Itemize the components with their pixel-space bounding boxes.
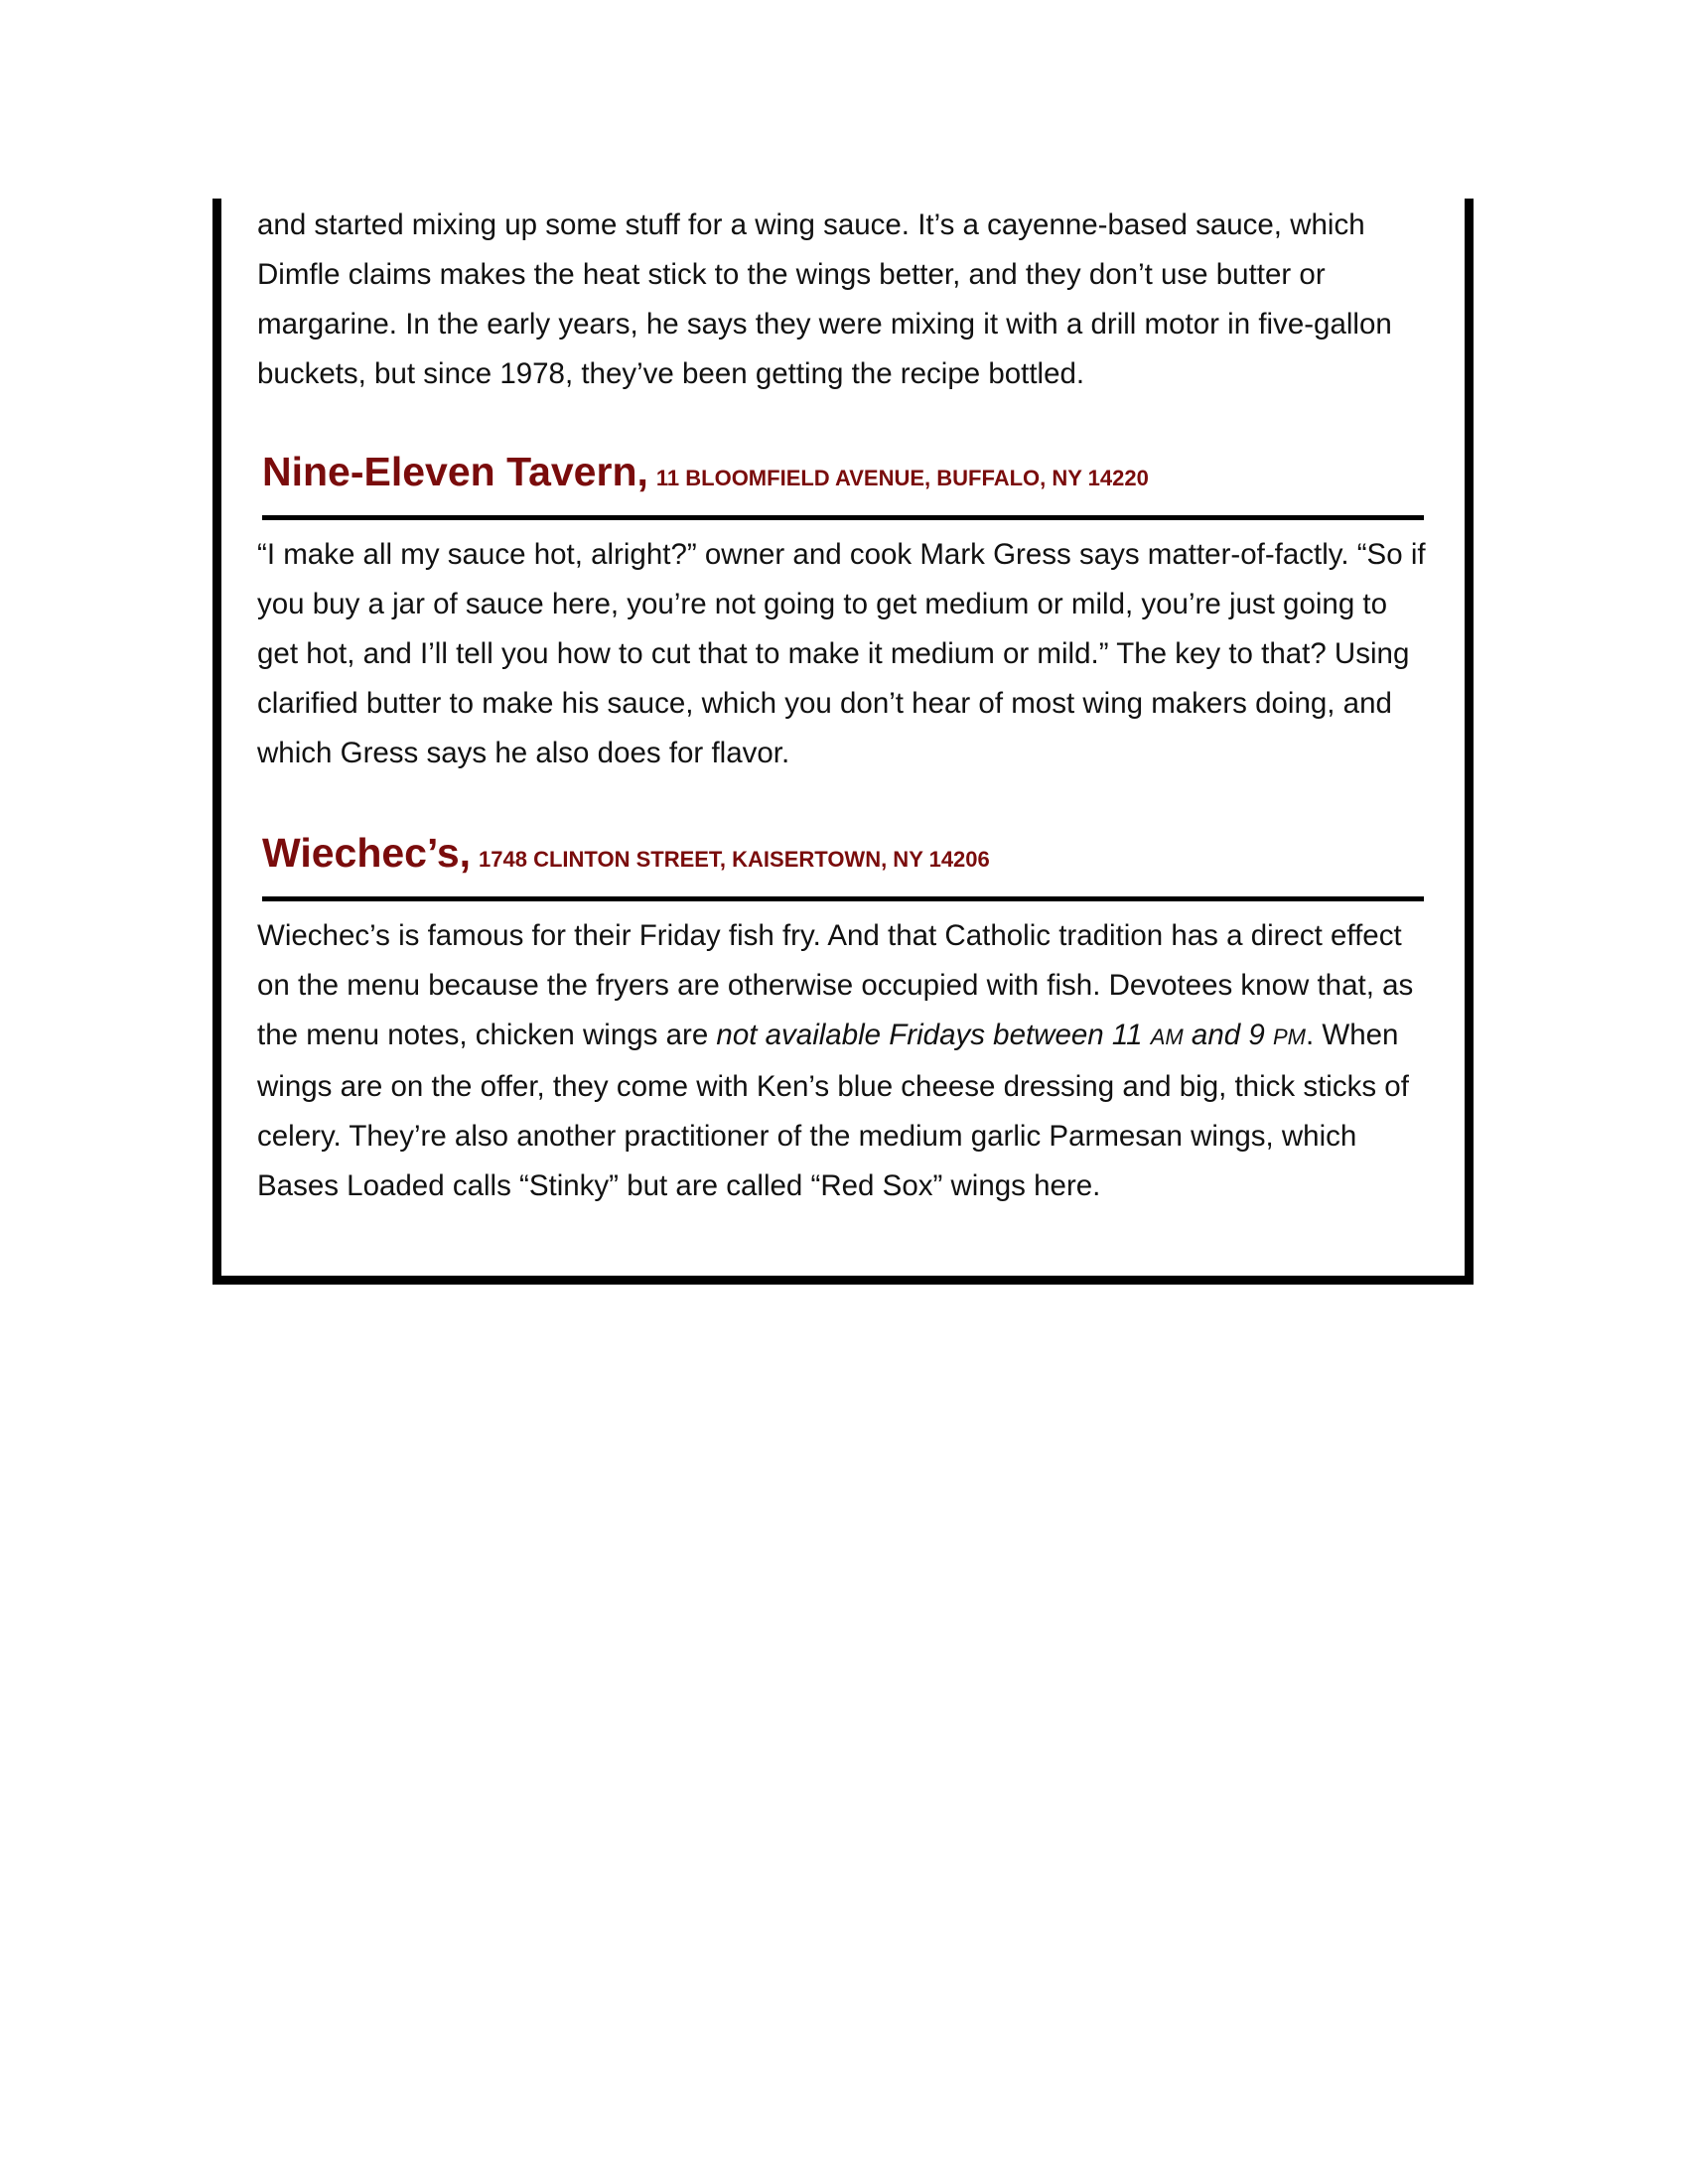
italic-text-part: not available Fridays between 11 (716, 1019, 1151, 1051)
entry-heading-wiechecs (257, 828, 1429, 887)
sidebar-content (257, 199, 1429, 1211)
italic-text (716, 1019, 1306, 1051)
restaurant-name: Nine-Eleven Tavern, (262, 449, 648, 494)
italic-text-part: and 9 (1183, 1019, 1273, 1051)
paragraph-text: . When wings are on the offer, they come with Ken’s blue cheese dressing and big, thick sticks of celery. They’re also another practitioner of the medium garlic Parmesan wings, which Bases Loaded calls “Stinky” but are called “Red Sox” wings here. (257, 1019, 1409, 1202)
paragraph-text: Wiechec’s is famous for their Friday fish fry. And that Catholic tradition has a direct effect on the menu because the fryers are otherwise occupied with fish. Devotees know that, as the menu notes, chicken wings are (257, 919, 1414, 1051)
small-caps-am: AM (1150, 1024, 1184, 1049)
restaurant-name: Wiechec’s, (262, 830, 472, 876)
entry-paragraph-nine-eleven-tavern: “I make all my sauce hot, alright?” owner and cook Mark Gress says matter-of-factly. “So if you buy a jar of sauce here, you’re not going to get medium or mild, you’re just going to get hot, and I’ll tell you how to cut that to make it medium or mild.” The key to that? Using clarified butter to make his sauce, which you don’t hear of most wing makers doing, and which Gress says he also does for flavor. (257, 538, 1426, 769)
heading-rule (262, 515, 1424, 520)
restaurant-address: 1748 CLINTON STREET, KAISERTOWN, NY 14206 (479, 847, 990, 872)
heading-rule (262, 896, 1424, 901)
restaurant-address: 11 BLOOMFIELD AVENUE, BUFFALO, NY 14220 (655, 466, 1149, 490)
entry-paragraph-wiechecs (257, 911, 1429, 1211)
entry-heading-nine-eleven-tavern (257, 447, 1429, 506)
small-caps-pm: PM (1272, 1024, 1306, 1049)
intro-paragraph: and started mixing up some stuff for a wing sauce. It’s a cayenne-based sauce, which Dimfle claims makes the heat stick to the wings better, and they don’t use butter or margarine. In the early years, he says they were mixing it with a drill motor in five-gallon buckets, but since 1978, they’ve been getting the recipe bottled. (257, 208, 1392, 390)
